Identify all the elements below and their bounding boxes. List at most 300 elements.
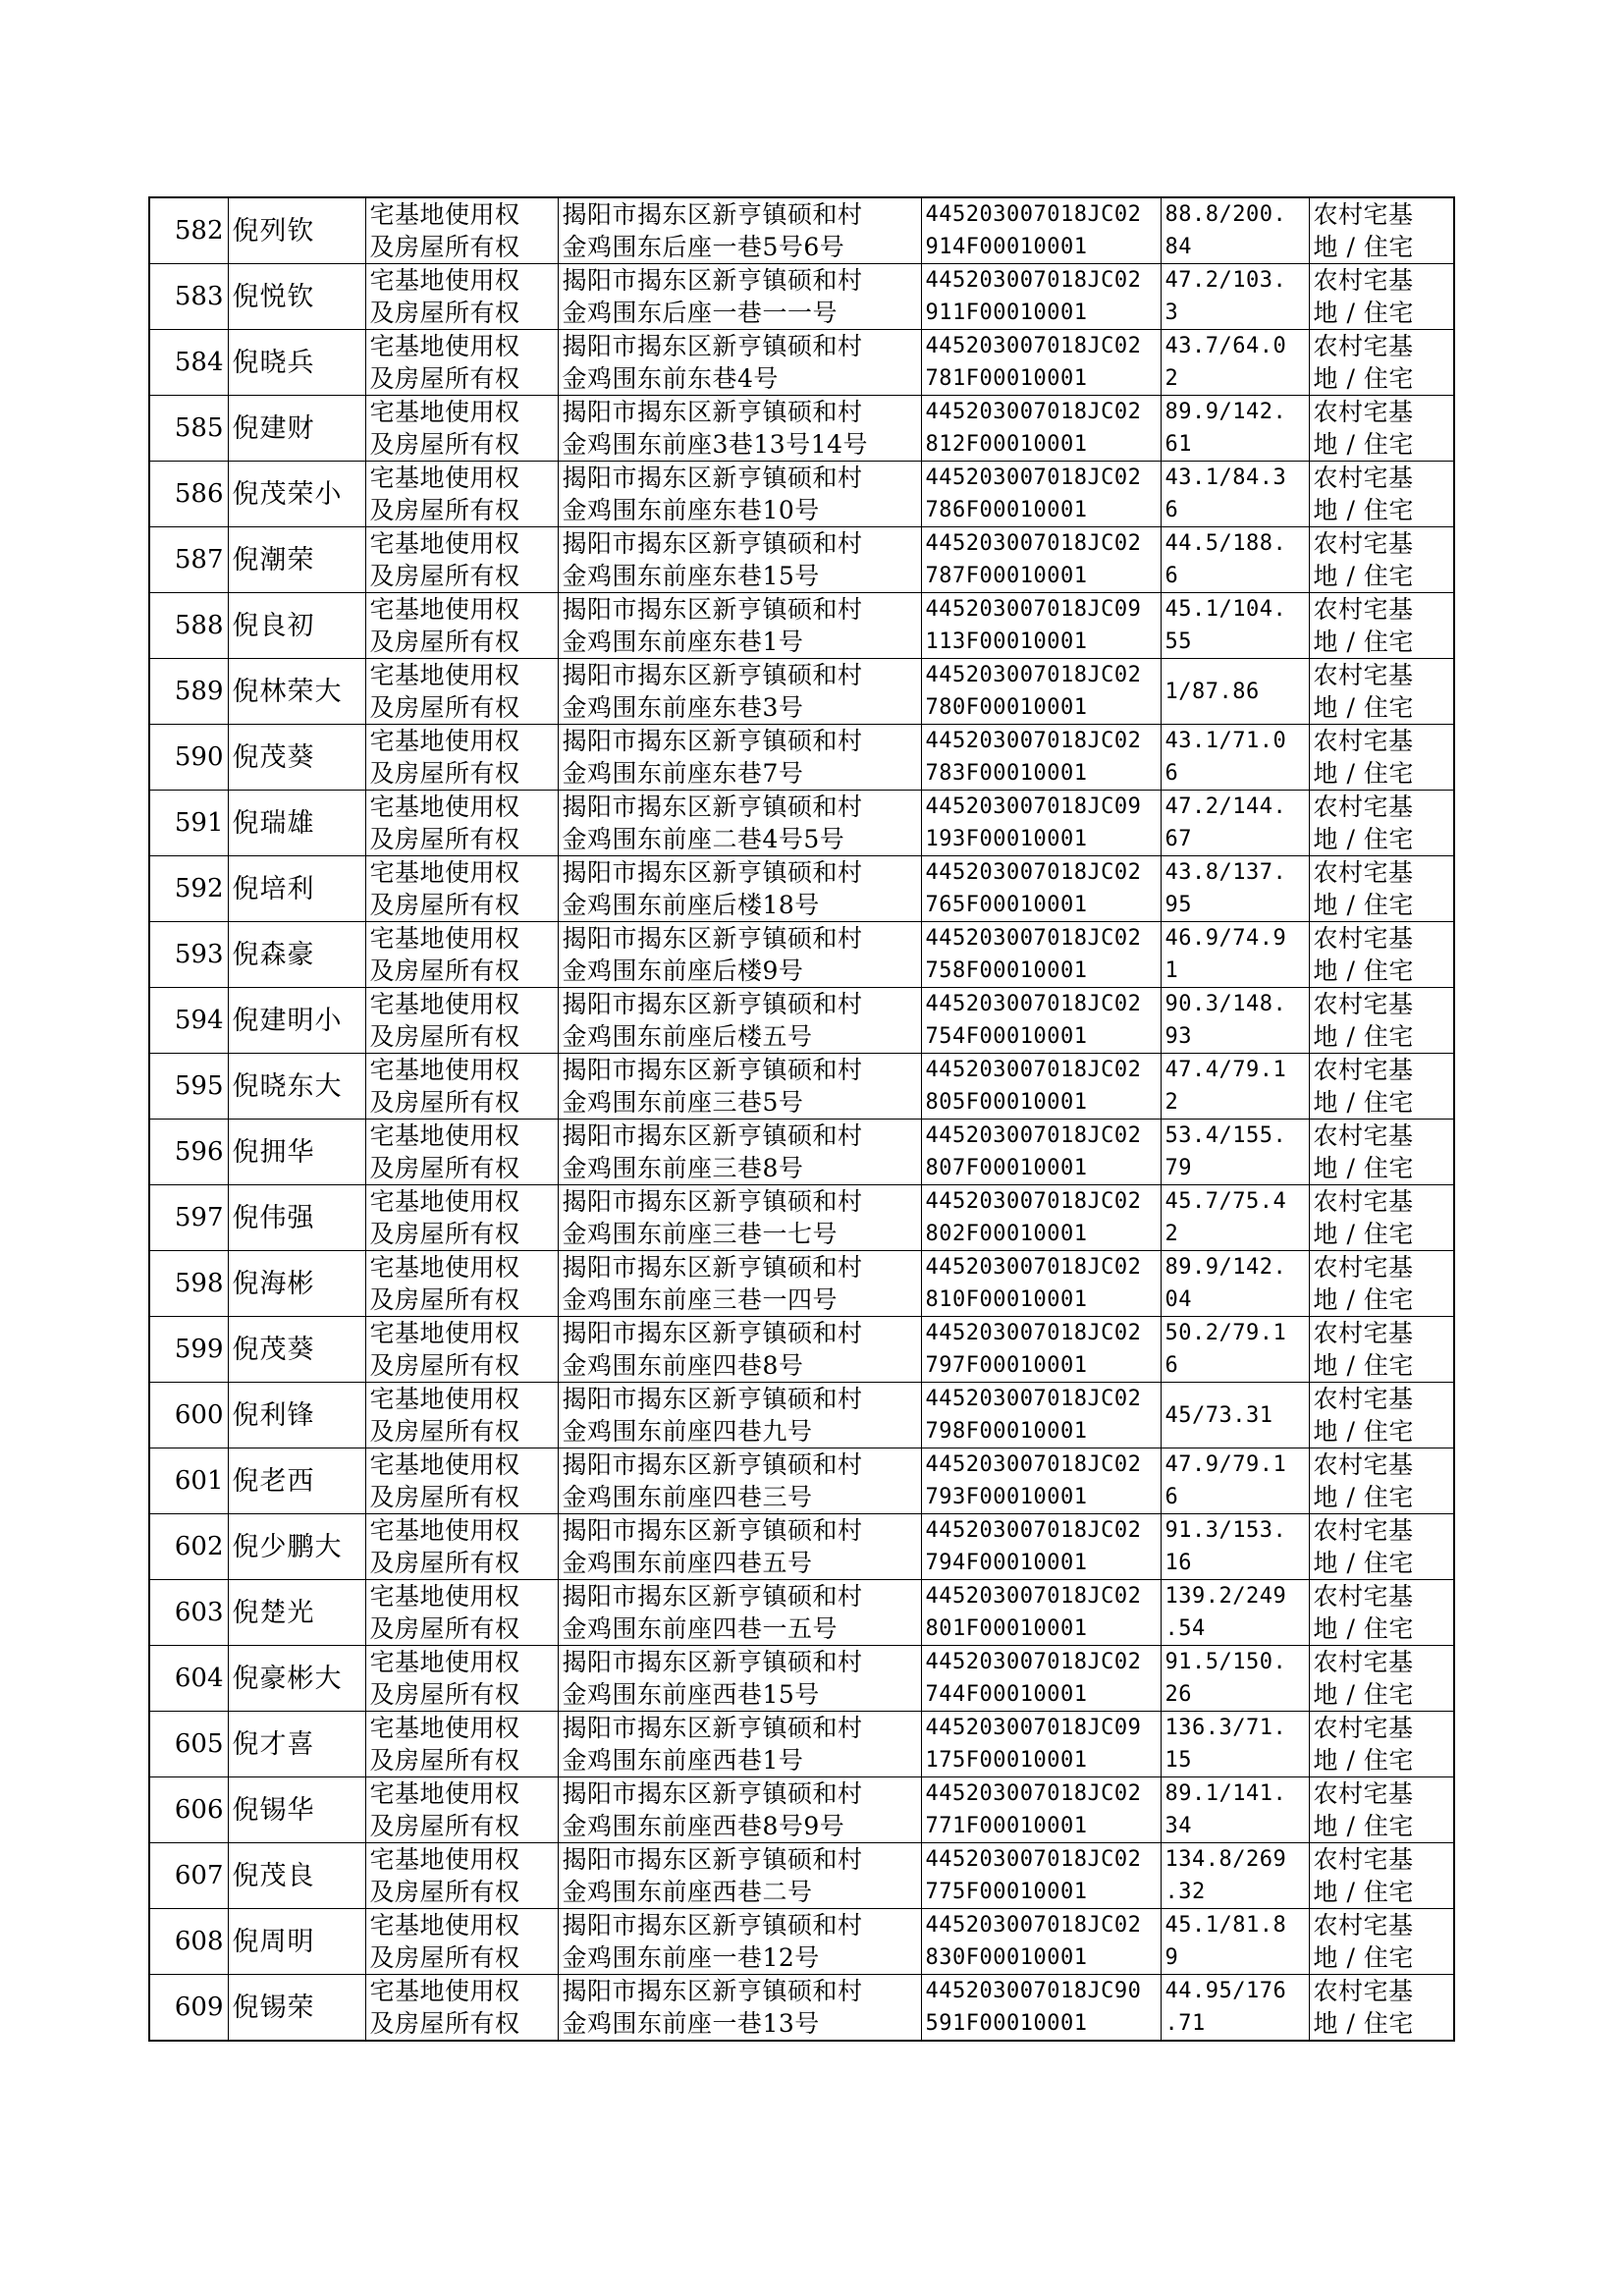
land-building-area (1161, 396, 1309, 462)
table-row (149, 462, 1454, 527)
land-use (1309, 264, 1454, 330)
property-address (558, 1777, 921, 1843)
property-address-line: 揭阳市揭东区新亨镇硕和村 (562, 1714, 863, 1742)
land-use-line: 地 / 住宅 (1313, 1614, 1414, 1643)
land-use-line: 农村宅基 (1313, 595, 1414, 624)
unit-code-line: 445203007018JC02 (925, 1913, 1142, 1938)
unit-code-line: 445203007018JC02 (925, 531, 1142, 556)
owner-name: 倪锡华 (228, 1777, 365, 1843)
owner-name: 倪才喜 (228, 1712, 365, 1777)
land-building-area (1161, 264, 1309, 330)
land-building-area (1161, 1646, 1309, 1712)
unit-code-line: 445203007018JC02 (925, 1452, 1142, 1477)
table-row (149, 1448, 1454, 1514)
land-building-area-line: 1/87.86 (1164, 679, 1260, 704)
property-address-line: 揭阳市揭东区新亨镇硕和村 (562, 990, 863, 1018)
land-building-area-line: 79 (1164, 1156, 1192, 1180)
unit-code-line: 445203007018JC09 (925, 1716, 1142, 1740)
right-type-line: 宅基地使用权 (369, 1648, 520, 1676)
land-use-line: 地 / 住宅 (1313, 1746, 1414, 1775)
right-type-line: 宅基地使用权 (369, 1714, 520, 1742)
property-address-line: 揭阳市揭东区新亨镇硕和村 (562, 1253, 863, 1282)
land-building-area (1161, 1975, 1309, 2042)
right-type (365, 1909, 558, 1975)
row-number: 584 (149, 330, 228, 396)
row-number: 588 (149, 593, 228, 659)
land-use (1309, 856, 1454, 922)
property-address (558, 659, 921, 725)
row-number: 587 (149, 527, 228, 593)
land-building-area-line: 47.2/144. (1164, 794, 1287, 819)
land-use-line: 地 / 住宅 (1313, 1417, 1414, 1446)
land-building-area (1161, 197, 1309, 264)
land-use (1309, 1580, 1454, 1646)
land-building-area-line: 6 (1164, 564, 1179, 588)
unit-code (921, 988, 1161, 1054)
unit-code-line: 445203007018JC02 (925, 1518, 1142, 1543)
land-building-area-line: 55 (1164, 629, 1192, 654)
right-type-line: 及房屋所有权 (369, 956, 520, 985)
owner-name: 倪海彬 (228, 1251, 365, 1317)
owner-name: 倪建明小 (228, 988, 365, 1054)
table-row (149, 1777, 1454, 1843)
unit-code (921, 725, 1161, 791)
property-address-line: 揭阳市揭东区新亨镇硕和村 (562, 727, 863, 755)
land-building-area-line: 04 (1164, 1287, 1192, 1312)
owner-name: 倪茂葵 (228, 1317, 365, 1383)
right-type (365, 462, 558, 527)
table-row (149, 330, 1454, 396)
right-type-line: 宅基地使用权 (369, 464, 520, 492)
table-row (149, 1975, 1454, 2042)
land-building-area-line: 45.1/81.8 (1164, 1913, 1287, 1938)
right-type-line: 宅基地使用权 (369, 1450, 520, 1479)
right-type-line: 及房屋所有权 (369, 364, 520, 393)
right-type-line: 及房屋所有权 (369, 1285, 520, 1314)
owner-name: 倪林荣大 (228, 659, 365, 725)
row-number: 583 (149, 264, 228, 330)
land-building-area-line: 136.3/71. (1164, 1716, 1287, 1740)
unit-code-line: 445203007018JC02 (925, 202, 1142, 227)
right-type-line: 及房屋所有权 (369, 2009, 520, 2038)
land-use (1309, 791, 1454, 856)
unit-code (921, 1580, 1161, 1646)
land-use-line: 农村宅基 (1313, 1253, 1414, 1282)
property-address-line: 金鸡围东前座三巷一七号 (562, 1220, 839, 1248)
property-address-line: 金鸡围东前座东巷10号 (562, 496, 820, 524)
unit-code-line: 445203007018JC09 (925, 794, 1142, 819)
right-type-line: 及房屋所有权 (369, 1812, 520, 1840)
right-type-line: 及房屋所有权 (369, 891, 520, 919)
land-building-area-line: 89.9/142. (1164, 400, 1287, 424)
property-address-line: 金鸡围东前座三巷5号 (562, 1088, 804, 1117)
land-use-line: 农村宅基 (1313, 332, 1414, 360)
land-building-area-line: 134.8/269 (1164, 1847, 1287, 1872)
land-building-area-line: 91.3/153. (1164, 1518, 1287, 1543)
right-type-line: 宅基地使用权 (369, 1845, 520, 1874)
property-address-line: 金鸡围东后座一巷5号6号 (562, 233, 845, 261)
unit-code-line: 911F00010001 (925, 301, 1088, 325)
property-address-line: 金鸡围东前座一巷13号 (562, 2009, 820, 2038)
land-building-area-line: 67 (1164, 827, 1192, 851)
unit-code-line: 812F00010001 (925, 432, 1088, 457)
land-use-line: 地 / 住宅 (1313, 364, 1414, 393)
land-building-area (1161, 922, 1309, 988)
land-use-line: 地 / 住宅 (1313, 693, 1414, 722)
right-type (365, 856, 558, 922)
owner-name: 倪伟强 (228, 1185, 365, 1251)
right-type-line: 宅基地使用权 (369, 266, 520, 295)
property-address-line: 金鸡围东前座三巷8号 (562, 1154, 804, 1182)
land-building-area-line: 95 (1164, 893, 1192, 917)
land-use (1309, 1448, 1454, 1514)
land-use-line: 农村宅基 (1313, 990, 1414, 1018)
unit-code-line: 445203007018JC02 (925, 1321, 1142, 1345)
land-building-area-line: 44.5/188. (1164, 531, 1287, 556)
unit-code (921, 1383, 1161, 1448)
property-address (558, 1185, 921, 1251)
land-use-line: 地 / 住宅 (1313, 1483, 1414, 1511)
land-use-line: 地 / 住宅 (1313, 825, 1414, 853)
land-building-area (1161, 1777, 1309, 1843)
right-type-line: 及房屋所有权 (369, 562, 520, 590)
owner-name: 倪茂荣小 (228, 462, 365, 527)
land-use-line: 地 / 住宅 (1313, 956, 1414, 985)
owner-name: 倪列钦 (228, 197, 365, 264)
land-building-area-line: .54 (1164, 1616, 1206, 1641)
right-type (365, 1580, 558, 1646)
right-type-line: 及房屋所有权 (369, 430, 520, 459)
unit-code (921, 922, 1161, 988)
owner-name: 倪晓兵 (228, 330, 365, 396)
property-address (558, 527, 921, 593)
land-use-line: 地 / 住宅 (1313, 891, 1414, 919)
property-address-line: 金鸡围东前座后楼五号 (562, 1022, 813, 1051)
land-building-area (1161, 1909, 1309, 1975)
property-address-line: 揭阳市揭东区新亨镇硕和村 (562, 792, 863, 821)
right-type-line: 宅基地使用权 (369, 1582, 520, 1611)
land-building-area (1161, 1251, 1309, 1317)
property-address-line: 金鸡围东前座三巷一四号 (562, 1285, 839, 1314)
property-address-line: 金鸡围东前座后楼9号 (562, 956, 804, 985)
land-use-line: 农村宅基 (1313, 1516, 1414, 1545)
owner-name: 倪利锋 (228, 1383, 365, 1448)
property-address-line: 揭阳市揭东区新亨镇硕和村 (562, 1911, 863, 1940)
property-address-line: 揭阳市揭东区新亨镇硕和村 (562, 1977, 863, 2005)
unit-code-line: 744F00010001 (925, 1682, 1088, 1707)
property-address-line: 金鸡围东前座后楼18号 (562, 891, 820, 919)
land-building-area-line: 43.7/64.0 (1164, 334, 1287, 358)
property-address-line: 揭阳市揭东区新亨镇硕和村 (562, 464, 863, 492)
land-use-line: 农村宅基 (1313, 1056, 1414, 1084)
land-building-area-line: 88.8/200. (1164, 202, 1287, 227)
unit-code-line: 445203007018JC09 (925, 597, 1142, 622)
unit-code (921, 197, 1161, 264)
property-address (558, 1448, 921, 1514)
right-type-line: 宅基地使用权 (369, 1385, 520, 1413)
table-row (149, 396, 1454, 462)
property-address (558, 988, 921, 1054)
unit-code-line: 445203007018JC02 (925, 334, 1142, 358)
row-number: 597 (149, 1185, 228, 1251)
unit-code-line: 591F00010001 (925, 2011, 1088, 2036)
land-building-area-line: 16 (1164, 1551, 1192, 1575)
land-building-area-line: 15 (1164, 1748, 1192, 1773)
land-building-area (1161, 1514, 1309, 1580)
land-building-area-line: 2 (1164, 366, 1179, 391)
right-type (365, 1712, 558, 1777)
right-type-line: 宅基地使用权 (369, 1056, 520, 1084)
unit-code-line: 771F00010001 (925, 1814, 1088, 1838)
table-row (149, 1712, 1454, 1777)
right-type-line: 宅基地使用权 (369, 1516, 520, 1545)
right-type-line: 及房屋所有权 (369, 1220, 520, 1248)
row-number: 600 (149, 1383, 228, 1448)
right-type (365, 1514, 558, 1580)
property-address (558, 791, 921, 856)
property-address (558, 1646, 921, 1712)
land-use (1309, 1646, 1454, 1712)
owner-name: 倪瑞雄 (228, 791, 365, 856)
land-use (1309, 922, 1454, 988)
right-type (365, 1843, 558, 1909)
property-address-line: 揭阳市揭东区新亨镇硕和村 (562, 1450, 863, 1479)
property-address (558, 462, 921, 527)
unit-code (921, 1185, 1161, 1251)
right-type-line: 及房屋所有权 (369, 1022, 520, 1051)
land-building-area (1161, 659, 1309, 725)
unit-code-line: 445203007018JC02 (925, 1781, 1142, 1806)
property-address-line: 金鸡围东前座西巷二号 (562, 1878, 813, 1906)
land-building-area-line: 139.2/249 (1164, 1584, 1287, 1609)
land-use-line: 地 / 住宅 (1313, 1878, 1414, 1906)
right-type-line: 及房屋所有权 (369, 1746, 520, 1775)
property-address-line: 金鸡围东前座四巷三号 (562, 1483, 813, 1511)
unit-code-line: 798F00010001 (925, 1419, 1088, 1444)
table-row (149, 1251, 1454, 1317)
owner-name: 倪周明 (228, 1909, 365, 1975)
table-row (149, 1185, 1454, 1251)
table-row (149, 197, 1454, 264)
property-address (558, 1383, 921, 1448)
row-number: 609 (149, 1975, 228, 2042)
unit-code (921, 791, 1161, 856)
right-type-line: 及房屋所有权 (369, 1878, 520, 1906)
owner-name: 倪晓东大 (228, 1054, 365, 1120)
property-address-line: 金鸡围东前座四巷一五号 (562, 1614, 839, 1643)
land-building-area-line: 50.2/79.1 (1164, 1321, 1287, 1345)
property-address-line: 揭阳市揭东区新亨镇硕和村 (562, 595, 863, 624)
property-address (558, 396, 921, 462)
right-type (365, 396, 558, 462)
property-address-line: 揭阳市揭东区新亨镇硕和村 (562, 332, 863, 360)
unit-code (921, 1251, 1161, 1317)
unit-code-line: 754F00010001 (925, 1024, 1088, 1049)
land-building-area-line: 43.1/84.3 (1164, 465, 1287, 490)
property-address-line: 揭阳市揭东区新亨镇硕和村 (562, 924, 863, 953)
owner-name: 倪培利 (228, 856, 365, 922)
right-type (365, 725, 558, 791)
right-type (365, 264, 558, 330)
land-use-line: 地 / 住宅 (1313, 628, 1414, 656)
row-number: 604 (149, 1646, 228, 1712)
property-address-line: 揭阳市揭东区新亨镇硕和村 (562, 529, 863, 558)
unit-code-line: 445203007018JC02 (925, 268, 1142, 293)
right-type-line: 宅基地使用权 (369, 858, 520, 887)
land-building-area (1161, 330, 1309, 396)
table-row (149, 659, 1454, 725)
unit-code-line: 175F00010001 (925, 1748, 1088, 1773)
land-building-area-line: 2 (1164, 1222, 1179, 1246)
land-use (1309, 1054, 1454, 1120)
unit-code-line: 801F00010001 (925, 1616, 1088, 1641)
row-number: 596 (149, 1120, 228, 1185)
table-row (149, 1120, 1454, 1185)
table-row (149, 988, 1454, 1054)
property-address (558, 1251, 921, 1317)
land-building-area-line: 1 (1164, 958, 1179, 983)
owner-name: 倪建财 (228, 396, 365, 462)
right-type-line: 及房屋所有权 (369, 1680, 520, 1709)
land-use-line: 地 / 住宅 (1313, 233, 1414, 261)
unit-code-line: 794F00010001 (925, 1551, 1088, 1575)
right-type-line: 宅基地使用权 (369, 332, 520, 360)
land-use-line: 农村宅基 (1313, 1450, 1414, 1479)
unit-code-line: 445203007018JC02 (925, 465, 1142, 490)
land-building-area (1161, 1383, 1309, 1448)
land-use-line: 地 / 住宅 (1313, 1549, 1414, 1577)
unit-code-line: 805F00010001 (925, 1090, 1088, 1115)
land-use-line: 农村宅基 (1313, 398, 1414, 426)
unit-code (921, 1054, 1161, 1120)
table-body (149, 197, 1454, 2041)
right-type-line: 宅基地使用权 (369, 1977, 520, 2005)
table-row (149, 593, 1454, 659)
unit-code-line: 445203007018JC02 (925, 1650, 1142, 1674)
land-use-line: 农村宅基 (1313, 792, 1414, 821)
unit-code (921, 1843, 1161, 1909)
unit-code-line: 445203007018JC02 (925, 992, 1142, 1016)
unit-code-line: 445203007018JC02 (925, 1189, 1142, 1214)
land-use (1309, 725, 1454, 791)
unit-code-line: 445203007018JC02 (925, 729, 1142, 753)
land-use-line: 地 / 住宅 (1313, 496, 1414, 524)
land-building-area-line: 90.3/148. (1164, 992, 1287, 1016)
right-type-line: 宅基地使用权 (369, 1319, 520, 1347)
right-type (365, 1777, 558, 1843)
unit-code (921, 264, 1161, 330)
owner-name: 倪豪彬大 (228, 1646, 365, 1712)
land-use-line: 农村宅基 (1313, 1911, 1414, 1940)
land-use-line: 农村宅基 (1313, 1648, 1414, 1676)
land-building-area-line: 91.5/150. (1164, 1650, 1287, 1674)
unit-code-line: 781F00010001 (925, 366, 1088, 391)
property-address-line: 揭阳市揭东区新亨镇硕和村 (562, 1779, 863, 1808)
property-address-line: 揭阳市揭东区新亨镇硕和村 (562, 398, 863, 426)
unit-code (921, 1120, 1161, 1185)
unit-code-line: 775F00010001 (925, 1880, 1088, 1904)
property-address (558, 1712, 921, 1777)
right-type (365, 1383, 558, 1448)
property-address-line: 金鸡围东前座西巷15号 (562, 1680, 820, 1709)
property-address (558, 1514, 921, 1580)
unit-code-line: 445203007018JC02 (925, 860, 1142, 885)
land-use (1309, 593, 1454, 659)
land-use (1309, 1712, 1454, 1777)
row-number: 607 (149, 1843, 228, 1909)
land-use-line: 农村宅基 (1313, 1779, 1414, 1808)
property-address-line: 金鸡围东前座四巷九号 (562, 1417, 813, 1446)
unit-code-line: 445203007018JC02 (925, 1584, 1142, 1609)
unit-code-line: 758F00010001 (925, 958, 1088, 983)
right-type-line: 宅基地使用权 (369, 1253, 520, 1282)
land-building-area (1161, 1843, 1309, 1909)
right-type-line: 宅基地使用权 (369, 1187, 520, 1216)
table-row (149, 856, 1454, 922)
property-address (558, 922, 921, 988)
land-building-area (1161, 462, 1309, 527)
property-address-line: 金鸡围东前座东巷1号 (562, 628, 804, 656)
right-type (365, 593, 558, 659)
land-building-area (1161, 1120, 1309, 1185)
land-use-line: 地 / 住宅 (1313, 1680, 1414, 1709)
table-row (149, 1317, 1454, 1383)
unit-code (921, 1712, 1161, 1777)
land-building-area-line: 26 (1164, 1682, 1192, 1707)
owner-name: 倪楚光 (228, 1580, 365, 1646)
unit-code (921, 1448, 1161, 1514)
land-use (1309, 659, 1454, 725)
property-address-line: 揭阳市揭东区新亨镇硕和村 (562, 200, 863, 229)
property-address-line: 揭阳市揭东区新亨镇硕和村 (562, 1582, 863, 1611)
property-address (558, 593, 921, 659)
land-building-area-line: 47.4/79.1 (1164, 1058, 1287, 1082)
owner-name: 倪茂良 (228, 1843, 365, 1909)
land-use-line: 地 / 住宅 (1313, 1351, 1414, 1380)
land-use (1309, 1383, 1454, 1448)
right-type-line: 及房屋所有权 (369, 233, 520, 261)
land-use (1309, 1317, 1454, 1383)
land-use-line: 农村宅基 (1313, 858, 1414, 887)
right-type-line: 宅基地使用权 (369, 200, 520, 229)
land-building-area-line: 9 (1164, 1945, 1179, 1970)
row-number: 608 (149, 1909, 228, 1975)
right-type-line: 宅基地使用权 (369, 924, 520, 953)
land-use-line: 农村宅基 (1313, 1845, 1414, 1874)
land-use-line: 地 / 住宅 (1313, 1022, 1414, 1051)
right-type-line: 宅基地使用权 (369, 792, 520, 821)
right-type-line: 及房屋所有权 (369, 1483, 520, 1511)
land-use (1309, 988, 1454, 1054)
unit-code-line: 786F00010001 (925, 498, 1088, 522)
property-address-line: 揭阳市揭东区新亨镇硕和村 (562, 1648, 863, 1676)
property-address-line: 金鸡围东前座西巷8号9号 (562, 1812, 845, 1840)
right-type (365, 1251, 558, 1317)
land-building-area-line: 53.4/155. (1164, 1123, 1287, 1148)
table-row (149, 1843, 1454, 1909)
unit-code (921, 1514, 1161, 1580)
right-type (365, 1185, 558, 1251)
land-use-line: 地 / 住宅 (1313, 430, 1414, 459)
row-number: 594 (149, 988, 228, 1054)
property-address (558, 1909, 921, 1975)
property-address-line: 揭阳市揭东区新亨镇硕和村 (562, 1845, 863, 1874)
right-type-line: 宅基地使用权 (369, 1779, 520, 1808)
unit-code-line: 193F00010001 (925, 827, 1088, 851)
unit-code-line: 810F00010001 (925, 1287, 1088, 1312)
land-use (1309, 1777, 1454, 1843)
unit-code (921, 1646, 1161, 1712)
